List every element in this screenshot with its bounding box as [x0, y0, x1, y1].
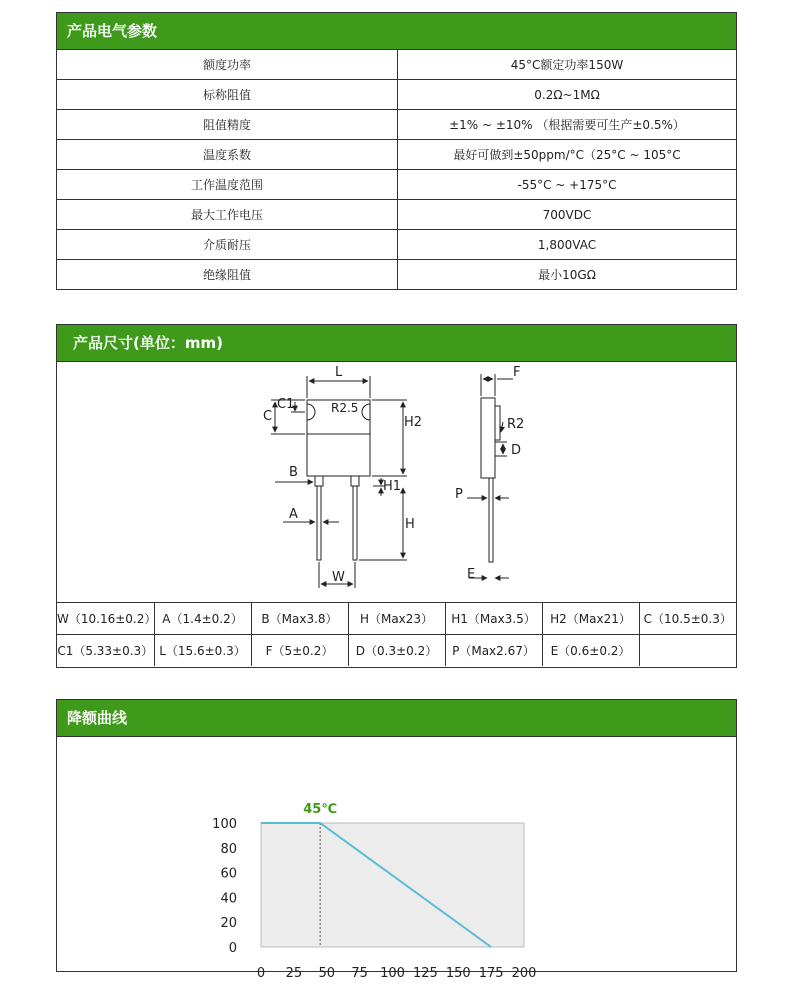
table-row	[57, 170, 736, 200]
dim-cell	[639, 635, 736, 667]
dim-cell: H（Max23）	[348, 603, 445, 635]
drawing-label: P	[455, 487, 463, 502]
table-row	[57, 200, 736, 230]
drawing-label: H1	[383, 479, 402, 494]
param-value: 700VDC	[398, 200, 737, 230]
dimensions-title: 产品尺寸(单位：mm)	[57, 325, 736, 361]
dim-cell: A（1.4±0.2）	[154, 603, 251, 635]
dimensions-table	[57, 602, 736, 666]
dim-cell: P（Max2.67）	[445, 635, 542, 667]
derating-chart-area	[57, 736, 736, 981]
derating-title: 降额曲线	[57, 700, 736, 736]
lead-left	[317, 486, 321, 560]
dim-cell: C1（5.33±0.3）	[57, 635, 154, 667]
table-row	[57, 230, 736, 260]
dim-cell: H2（Max21）	[542, 603, 639, 635]
param-value: 最小10GΩ	[398, 260, 737, 290]
dim-cell: F（5±0.2）	[251, 635, 348, 667]
drawing-label: A	[289, 507, 298, 522]
dim-cell: L（15.6±0.3）	[154, 635, 251, 667]
lead-side	[489, 478, 493, 562]
param-label: 介质耐压	[57, 230, 398, 260]
x-tick-label: 200	[511, 966, 537, 981]
dim-cell: C（10.5±0.3）	[639, 603, 736, 635]
table-row	[57, 110, 736, 140]
y-tick-label: 60	[220, 866, 237, 882]
table-row	[57, 140, 736, 170]
drawing-label: F	[513, 365, 521, 380]
drawing-label: L	[335, 365, 343, 380]
electrical-params-title: 产品电气参数	[57, 13, 736, 49]
plot-area	[261, 823, 524, 947]
drawing-label: D	[511, 443, 522, 458]
drawing-label: H2	[404, 415, 423, 430]
param-value: 0.2Ω~1MΩ	[398, 80, 737, 110]
dim-cell: D（0.3±0.2）	[348, 635, 445, 667]
drawing-label: B	[289, 465, 298, 480]
param-label: 标称阻值	[57, 80, 398, 110]
y-tick-label: 100	[212, 817, 237, 832]
param-label: 工作温度范围	[57, 170, 398, 200]
table-row	[57, 635, 736, 667]
dim-cell: E（0.6±0.2）	[542, 635, 639, 667]
resistor-outline-drawing	[57, 362, 738, 603]
x-tick-label: 125	[412, 966, 438, 981]
derating-chart	[57, 737, 736, 981]
param-label: 温度系数	[57, 140, 398, 170]
param-label: 阻值精度	[57, 110, 398, 140]
x-tick-label: 150	[445, 966, 471, 981]
dim-cell: W（10.16±0.2）	[57, 603, 154, 635]
y-tick-label: 20	[220, 916, 237, 932]
drawing-label: E	[467, 567, 476, 582]
x-tick-label: 75	[351, 966, 368, 981]
table-row	[57, 50, 736, 80]
drawing-label: W	[332, 570, 345, 585]
drawing-label: R2.5	[331, 401, 359, 415]
dimensions-section	[56, 324, 737, 668]
table-row	[57, 260, 736, 290]
x-tick-label: 0	[256, 966, 266, 981]
param-value: -55°C ~ +175°C	[398, 170, 737, 200]
electrical-params-section	[56, 12, 737, 290]
table-row	[57, 603, 736, 635]
param-label: 额度功率	[57, 50, 398, 80]
x-tick-label: 25	[285, 966, 303, 981]
param-label: 绝缘阻值	[57, 260, 398, 290]
resistor-body-side	[481, 398, 495, 478]
param-value: ±1% ~ ±10% （根据需要可生产±0.5%）	[398, 110, 737, 140]
dim-cell: H1（Max3.5）	[445, 603, 542, 635]
drawing-label: C1	[277, 397, 295, 412]
param-value: 1,800VAC	[398, 230, 737, 260]
dim-cell: B（Max3.8）	[251, 603, 348, 635]
y-tick-label: 0	[228, 941, 237, 956]
electrical-params-table	[57, 49, 736, 289]
x-tick-label: 175	[478, 966, 504, 981]
param-label: 最大工作电压	[57, 200, 398, 230]
drawing-label: R2	[507, 417, 525, 432]
y-tick-label: 40	[220, 891, 237, 907]
derating-section	[56, 699, 737, 981]
param-value: 45°C额定功率150W	[398, 50, 737, 80]
x-tick-label: 50	[318, 966, 336, 981]
dimension-drawing	[57, 361, 736, 603]
annotation-label: 45℃	[303, 802, 338, 817]
param-value: 最好可做到±50ppm/°C（25°C ~ 105°C	[398, 140, 737, 170]
drawing-label: C	[263, 409, 273, 424]
x-tick-label: 100	[380, 966, 405, 981]
y-tick-label: 80	[220, 841, 237, 857]
drawing-label: H	[405, 517, 415, 532]
table-row	[57, 80, 736, 110]
lead-right	[353, 486, 357, 560]
